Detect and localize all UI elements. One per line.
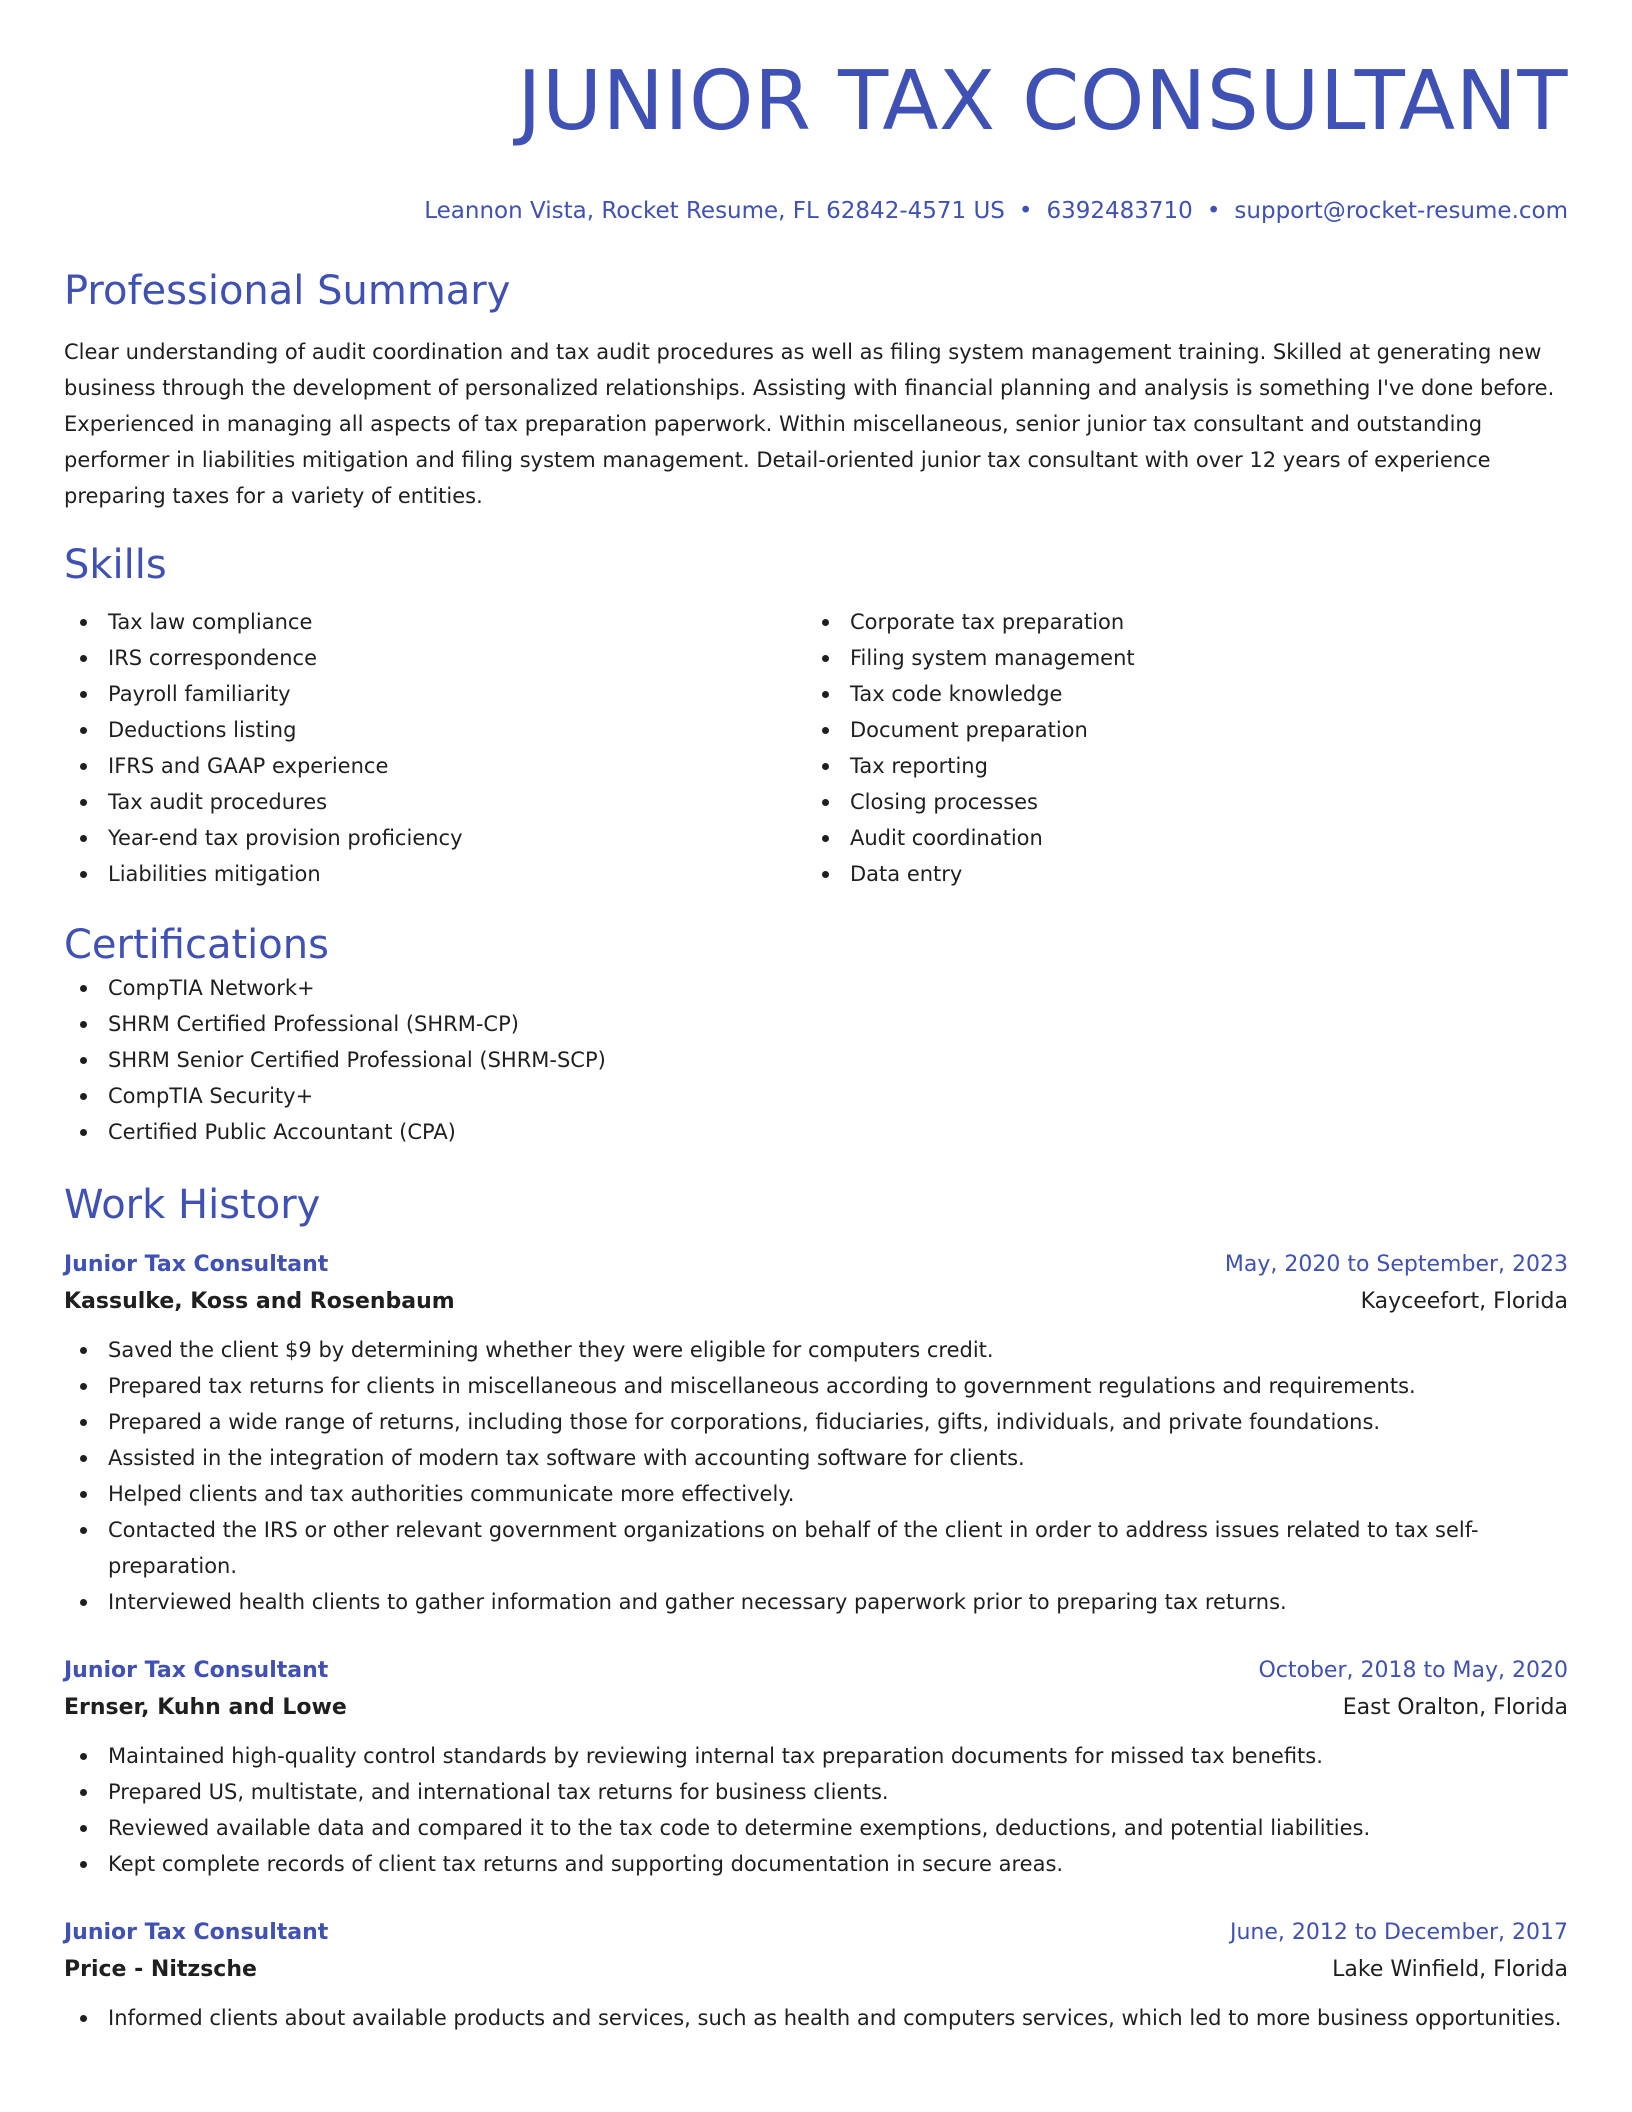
work-history-heading: Work History bbox=[64, 1182, 321, 1228]
job-duty: Maintained high-quality control standards by reviewing internal tax preparation documents for missed tax benefits. bbox=[64, 1738, 1568, 1774]
summary-text: Clear understanding of audit coordination and tax audit procedures as well as filing system management training. Skilled at generating new business through the development of personalized relationships. Assisting with financial planning and analysis is something I've done before. Experienced in managing all aspects of tax preparation paperwork. Within miscellaneous, senior junior tax consultant and outstanding performer in liabilities mitigation and filing system management. Detail-oriented junior tax consultant with over 12 years of experience preparing taxes for a variety of entities. bbox=[64, 340, 1555, 508]
skills-column-right bbox=[806, 604, 1548, 892]
contact-phone: 6392483710 bbox=[1046, 198, 1193, 224]
skills-heading: Skills bbox=[64, 542, 167, 588]
skills-list-left bbox=[64, 604, 806, 892]
job-entry bbox=[64, 1248, 1568, 1620]
skill-item: Tax code knowledge bbox=[806, 676, 1548, 712]
job-dates: May, 2020 to September, 2023 bbox=[1224, 1252, 1568, 1277]
certification-item: CompTIA Security+ bbox=[64, 1078, 1568, 1114]
skill-item: IRS correspondence bbox=[64, 640, 806, 676]
job-duty: Contacted the IRS or other relevant government organizations on behalf of the client in order to address issues related to tax self-preparation. bbox=[64, 1512, 1568, 1584]
job-duty: Prepared US, multistate, and international tax returns for business clients. bbox=[64, 1774, 1568, 1810]
job-duty: Assisted in the integration of modern tax software with accounting software for clients. bbox=[64, 1440, 1568, 1476]
job-duty: Prepared a wide range of returns, including those for corporations, fiduciaries, gifts, individuals, and private foundations. bbox=[64, 1404, 1568, 1440]
skills-column-left bbox=[64, 604, 806, 892]
job-location: Lake Winfield, Florida bbox=[1332, 1957, 1568, 1982]
skill-item: Tax law compliance bbox=[64, 604, 806, 640]
certification-item: SHRM Certified Professional (SHRM-CP) bbox=[64, 1006, 1568, 1042]
job-company: Kassulke, Koss and Rosenbaum bbox=[64, 1289, 455, 1314]
job-duties-list bbox=[64, 1332, 1568, 1620]
job-duty: Saved the client $9 by determining whether they were eligible for computers credit. bbox=[64, 1332, 1568, 1368]
skill-item: Audit coordination bbox=[806, 820, 1548, 856]
skills-list-right bbox=[806, 604, 1548, 892]
skill-item: Year-end tax provision proficiency bbox=[64, 820, 806, 856]
skill-item: Document preparation bbox=[806, 712, 1548, 748]
certifications-heading: Certifications bbox=[64, 922, 329, 968]
job-header-row bbox=[64, 1654, 1568, 1688]
job-entry bbox=[64, 1916, 1568, 2036]
resume-page bbox=[64, 0, 1568, 2036]
job-duty: Prepared tax returns for clients in miscellaneous and miscellaneous according to government regulations and requirements. bbox=[64, 1368, 1568, 1404]
separator-dot: • bbox=[1206, 198, 1221, 224]
skill-item: Tax audit procedures bbox=[64, 784, 806, 820]
job-duty: Reviewed available data and compared it to the tax code to determine exemptions, deductions, and potential liabilities. bbox=[64, 1810, 1568, 1846]
skills-columns bbox=[64, 604, 1568, 892]
skill-item: Closing processes bbox=[806, 784, 1548, 820]
job-title: Junior Tax Consultant bbox=[64, 1920, 329, 1945]
skill-item: Data entry bbox=[806, 856, 1548, 892]
job-dates: June, 2012 to December, 2017 bbox=[1229, 1920, 1568, 1945]
contact-address: Leannon Vista, Rocket Resume, FL 62842-4571 US bbox=[424, 198, 1005, 224]
job-company: Price - Nitzsche bbox=[64, 1957, 257, 1982]
job-company-row bbox=[64, 1282, 1568, 1322]
job-header-row bbox=[64, 1916, 1568, 1950]
summary-heading: Professional Summary bbox=[64, 268, 511, 314]
job-duties-list bbox=[64, 1738, 1568, 1882]
certifications-list bbox=[64, 970, 1568, 1150]
job-duty: Kept complete records of client tax returns and supporting documentation in secure areas. bbox=[64, 1846, 1568, 1882]
skill-item: Deductions listing bbox=[64, 712, 806, 748]
job-company-row bbox=[64, 1950, 1568, 1990]
separator-dot: • bbox=[1018, 198, 1033, 224]
skill-item: Filing system management bbox=[806, 640, 1548, 676]
job-entry bbox=[64, 1654, 1568, 1882]
job-duty: Helped clients and tax authorities communicate more effectively. bbox=[64, 1476, 1568, 1512]
job-title: Junior Tax Consultant bbox=[64, 1658, 329, 1683]
job-company: Ernser, Kuhn and Lowe bbox=[64, 1695, 347, 1720]
job-title: Junior Tax Consultant bbox=[64, 1252, 329, 1277]
skill-item: Payroll familiarity bbox=[64, 676, 806, 712]
job-location: East Oralton, Florida bbox=[1342, 1695, 1568, 1720]
skill-item: Liabilities mitigation bbox=[64, 856, 806, 892]
job-company-row bbox=[64, 1688, 1568, 1728]
job-duties-list bbox=[64, 2000, 1568, 2036]
job-duty: Interviewed health clients to gather information and gather necessary paperwork prior to preparing tax returns. bbox=[64, 1584, 1568, 1620]
resume-title: JUNIOR TAX CONSULTANT bbox=[517, 54, 1568, 149]
job-header-row bbox=[64, 1248, 1568, 1282]
certification-item: Certified Public Accountant (CPA) bbox=[64, 1114, 1568, 1150]
skill-item: Corporate tax preparation bbox=[806, 604, 1548, 640]
job-dates: October, 2018 to May, 2020 bbox=[1258, 1658, 1568, 1683]
job-duty: Informed clients about available products and services, such as health and computers services, which led to more business opportunities. bbox=[64, 2000, 1568, 2036]
contact-line bbox=[64, 196, 1568, 226]
job-location: Kayceefort, Florida bbox=[1360, 1289, 1568, 1314]
contact-email: support@rocket-resume.com bbox=[1234, 198, 1568, 224]
skill-item: IFRS and GAAP experience bbox=[64, 748, 806, 784]
certification-item: CompTIA Network+ bbox=[64, 970, 1568, 1006]
certification-item: SHRM Senior Certified Professional (SHRM-SCP) bbox=[64, 1042, 1568, 1078]
skill-item: Tax reporting bbox=[806, 748, 1548, 784]
